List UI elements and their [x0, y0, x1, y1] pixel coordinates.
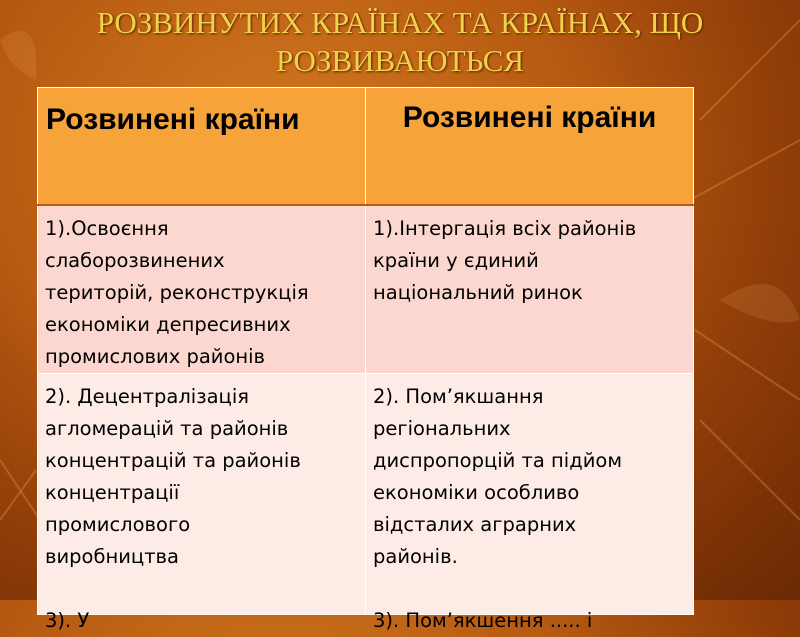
cell-text: 2). Пом’якшання регіональних диспропорцій та підйом економіки особливо відсталих аграрних районів. 3). Пом’якшення ..... і: [373, 385, 623, 632]
comparison-table: [37, 87, 694, 632]
table-cell: [38, 374, 366, 632]
table-row: [38, 205, 694, 374]
table-cell: [366, 205, 694, 374]
table-cell: [38, 205, 366, 374]
header-cell-left: Розвинені країни: [38, 88, 366, 206]
table-row: [38, 374, 694, 615]
table-cell: [366, 374, 694, 632]
header-cell-right: Розвинені країни: [366, 88, 694, 206]
cell-text: 1).Інтергація всіх районів країни у єдиний національний ринок: [373, 217, 637, 304]
slide-title-line-1: РОЗВИНУТИХ КРАЇНАХ ТА КРАЇНАХ, ЩО: [96, 5, 704, 40]
table-header-row: [38, 88, 694, 206]
cell-text: 1).Освоєння слаборозвинених територій, реконструкція економіки депресивних промислових районів: [45, 217, 309, 368]
slide-title-line-2: РОЗВИВАЮТЬСЯ: [275, 43, 525, 78]
slide-title: [0, 4, 800, 80]
cell-text: 2). Децентралізація агломерацій та районів концентрацій та районів концентрації промислового виробництва 3). У: [45, 385, 301, 632]
